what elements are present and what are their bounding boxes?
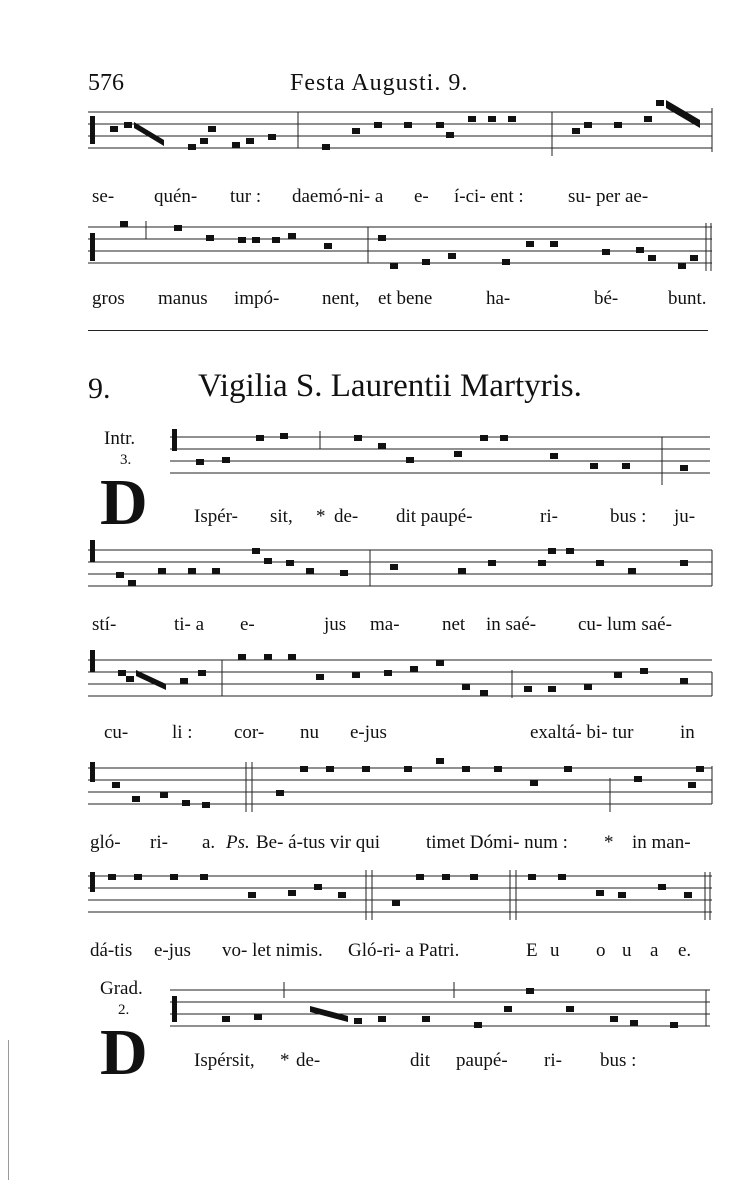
syllable: u (622, 940, 632, 961)
syllable: Ispér- (194, 506, 238, 527)
syllable: ri- (540, 506, 558, 527)
syllable: paupé- (456, 1050, 508, 1071)
syllable: net (442, 614, 466, 635)
syllable: a (650, 940, 659, 961)
syllable: cu- (104, 722, 129, 743)
syllable: bus : (610, 506, 647, 527)
syllable: * (280, 1050, 290, 1071)
syllable: bus : (600, 1050, 637, 1071)
syllable: bé- (594, 288, 619, 309)
page-number: 576 (88, 70, 124, 96)
syllable: u (550, 940, 560, 961)
syllable: ti- a (174, 614, 205, 635)
chant-staff-8 (170, 978, 710, 1042)
syllable: gló- (90, 832, 121, 853)
syllable: e- (414, 186, 429, 207)
syllable: et bene (378, 288, 433, 309)
section-title: Vigilia S. Laurentii Martyris. (198, 368, 582, 404)
syllable: gros (92, 288, 125, 309)
syllable: quén- (154, 186, 198, 207)
syllable: e- (240, 614, 255, 635)
syllable: de- (334, 506, 359, 527)
syllable: Gló-ri- a Patri. (348, 940, 460, 961)
chant-staff-5 (88, 648, 712, 708)
syllable: daemó-ni- a (292, 186, 384, 207)
scan-margin-line (8, 1040, 9, 1180)
syllable: timet Dómi- num : (426, 832, 568, 853)
syllable: vo- let nimis. (222, 940, 323, 961)
page-header-title: Festa Augusti. 9. (290, 70, 469, 96)
chant-staff-7 (88, 864, 712, 924)
gradual-mode: 2. (118, 1002, 130, 1018)
introit-label: Intr. (104, 428, 136, 449)
syllable: nu (300, 722, 319, 743)
chant-staff-3 (170, 425, 710, 489)
syllable: dit paupé- (396, 506, 473, 527)
syllable: ma- (370, 614, 400, 635)
syllable: ju- (674, 506, 696, 527)
syllable: manus (158, 288, 208, 309)
syllable: exaltá- bi- tur (530, 722, 634, 743)
syllable: a. (202, 832, 216, 853)
syllable: de- (296, 1050, 321, 1071)
syllable: bunt. (668, 288, 707, 309)
syllable: cor- (234, 722, 265, 743)
syllable: sit, (270, 506, 293, 527)
syllable: in (680, 722, 695, 743)
syllable: ri- (150, 832, 168, 853)
section-divider (88, 330, 708, 331)
syllable: Ispérsit, (194, 1050, 255, 1071)
syllable: li : (172, 722, 193, 743)
syllable: ha- (486, 288, 511, 309)
syllable: * (316, 506, 326, 527)
syllable: e. (678, 940, 692, 961)
syllable: tur : (230, 186, 262, 207)
introit-initial-letter: D (100, 466, 148, 539)
syllable: * (604, 832, 614, 853)
syllable: í-ci- ent : (454, 186, 524, 207)
chant-staff-6 (88, 756, 712, 816)
syllable: nent, (322, 288, 360, 309)
section-number: 9. (88, 372, 111, 405)
syllable: su- per ae- (568, 186, 649, 207)
introit-mode: 3. (120, 452, 132, 468)
syllable: dit (410, 1050, 431, 1071)
syllable: E (526, 940, 538, 961)
syllable: se- (92, 186, 115, 207)
syllable: e-jus (154, 940, 191, 961)
syllable: ri- (544, 1050, 562, 1071)
syllable: in saé- (486, 614, 537, 635)
syllable: impó- (234, 288, 280, 309)
gradual-initial-letter: D (100, 1016, 148, 1089)
syllable: dá-tis (90, 940, 133, 961)
chant-staff-1 (88, 100, 712, 160)
psalm-abbreviation: Ps. (226, 832, 250, 853)
gradual-label: Grad. (100, 978, 143, 999)
syllable: e-jus (350, 722, 387, 743)
syllable: in man- (632, 832, 691, 853)
syllable: cu- lum saé- (578, 614, 672, 635)
syllable: o (596, 940, 606, 961)
chant-staff-4 (88, 538, 712, 606)
syllable: Be- á-tus vir qui (256, 832, 381, 853)
chant-staff-2 (88, 215, 712, 275)
syllable: jus (324, 614, 347, 635)
syllable: stí- (92, 614, 117, 635)
